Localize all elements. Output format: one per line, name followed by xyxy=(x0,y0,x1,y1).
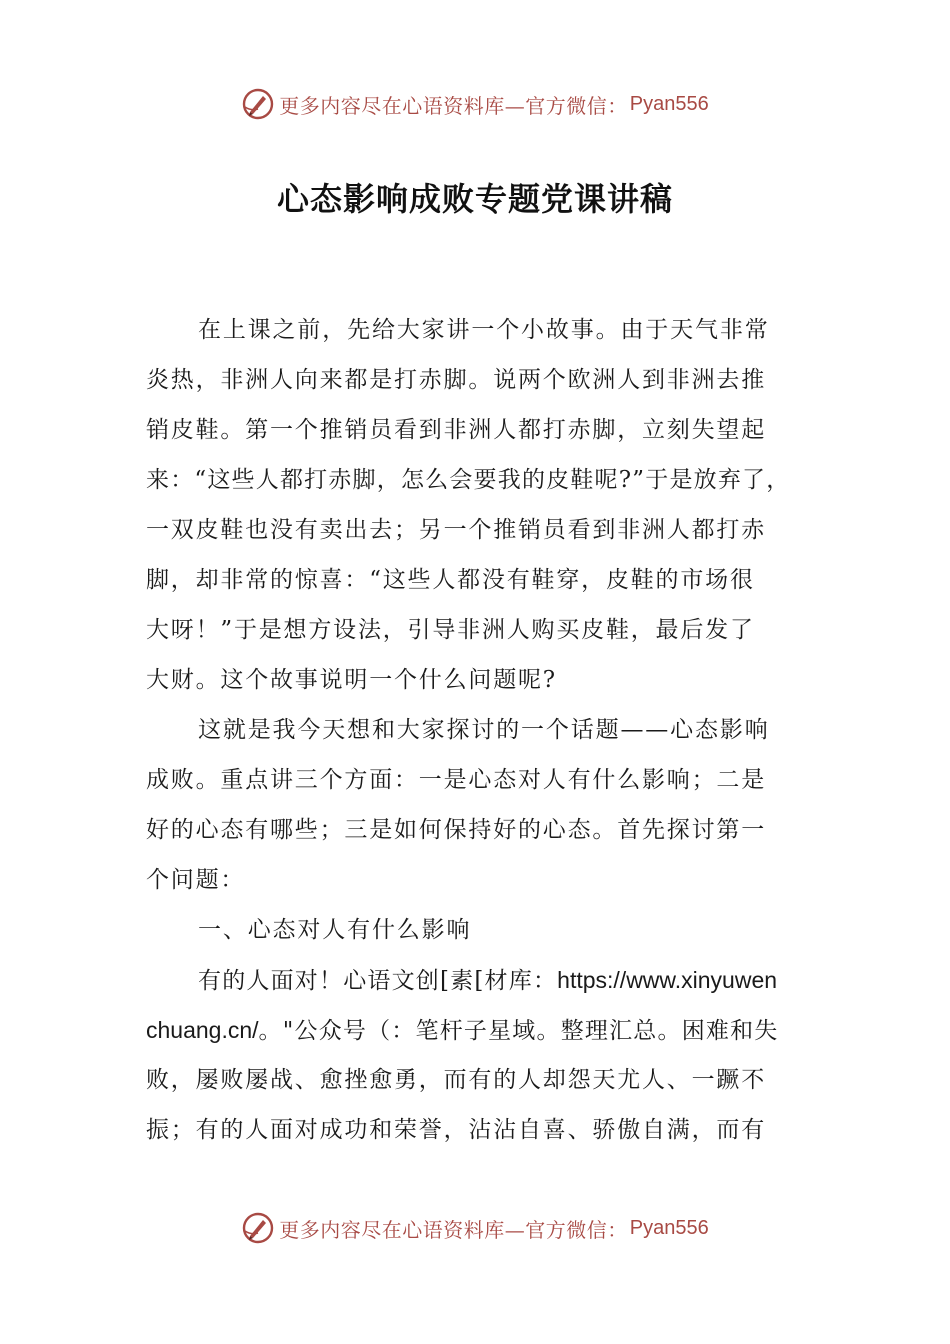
footer-banner-handle: Pyan556 xyxy=(629,1216,709,1239)
body-line-text: 。"公众号（：笔杆子星域。整理汇总。困难和失 xyxy=(258,1018,779,1044)
pen-logo-icon xyxy=(241,1211,275,1245)
body-line: 大财。这个故事说明一个什么问题呢? xyxy=(146,667,557,693)
header-banner-text: 更多内容尽在心语资料库—官方微信： xyxy=(279,93,628,118)
body-line: 好的心态有哪些；三是如何保持好的心态。首先探讨第一 xyxy=(146,817,766,843)
body-line: 败，屡败屡战、愈挫愈勇，而有的人却怨天尤人、一蹶不 xyxy=(146,1067,766,1093)
document-title: 心态影响成败专题党课讲稿 xyxy=(276,180,673,218)
body-line: 个问题： xyxy=(146,867,246,893)
body-line: 脚，却非常的惊喜：“这些人都没有鞋穿，皮鞋的市场很 xyxy=(146,567,755,593)
body-line: 振；有的人面对成功和荣誉，沾沾自喜、骄傲自满，而有 xyxy=(146,1117,766,1143)
url-text: https://www.xinyuwen xyxy=(557,967,778,993)
body-line-text: 有的人面对！心语文创[素[材库： xyxy=(198,968,558,994)
body-line xyxy=(146,1012,806,1049)
footer-banner-text: 更多内容尽在心语资料库—官方微信： xyxy=(279,1217,628,1242)
body-line: 一双皮鞋也没有卖出去；另一个推销员看到非洲人都打赤 xyxy=(146,517,766,543)
body-line: 销皮鞋。第一个推销员看到非洲人都打赤脚，立刻失望起 xyxy=(146,417,766,443)
url-text-continued: chuang.cn/ xyxy=(146,1017,259,1043)
body-line: 大呀！”于是想方设法，引导非洲人购买皮鞋，最后发了 xyxy=(146,617,755,643)
pen-logo-icon xyxy=(241,87,275,121)
body-line: 这就是我今天想和大家探讨的一个话题——心态影响 xyxy=(198,717,770,743)
body-line xyxy=(146,962,806,999)
body-line: 炎热，非洲人向来都是打赤脚。说两个欧洲人到非洲去推 xyxy=(146,367,766,393)
header-banner xyxy=(0,84,950,124)
body-line: 在上课之前，先给大家讲一个小故事。由于天气非常 xyxy=(198,317,770,343)
section-heading: 一、心态对人有什么影响 xyxy=(198,917,472,943)
header-banner-handle: Pyan556 xyxy=(629,92,709,115)
body-line: 成败。重点讲三个方面：一是心态对人有什么影响；二是 xyxy=(146,767,766,793)
body-line: 来：“这些人都打赤脚，怎么会要我的皮鞋呢?”于是放弃了， xyxy=(146,467,791,493)
footer-banner xyxy=(0,1208,950,1248)
